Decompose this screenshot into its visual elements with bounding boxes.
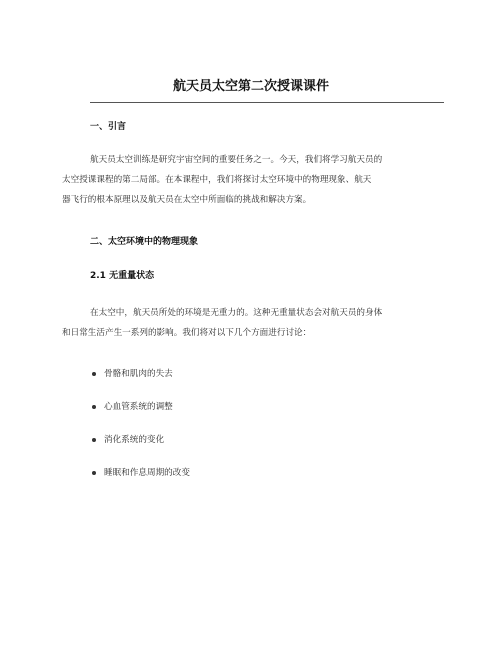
bullet-icon <box>92 405 96 409</box>
list-item-text: 消化系统的变化 <box>104 435 165 445</box>
bullet-icon <box>92 438 96 442</box>
list-item <box>90 465 190 481</box>
weightlessness-paragraph <box>62 303 442 343</box>
effects-bullet-list <box>90 366 190 498</box>
list-item <box>90 399 190 415</box>
list-item <box>90 432 190 448</box>
bullet-icon <box>92 372 96 376</box>
paragraph-line: 太空授课课程的第二局部。在本课程中，我们将探讨太空环境中的物理现象、航天 <box>62 175 372 185</box>
list-item-text: 睡眠和作息周期的改变 <box>104 468 190 478</box>
paragraph-line: 器飞行的根本原理以及航天员在太空中所面临的挑战和解决方案。 <box>62 195 312 205</box>
list-item-text: 心血管系统的调整 <box>104 402 173 412</box>
section-heading-introduction: 一、引言 <box>90 122 127 132</box>
introduction-paragraph <box>62 150 442 210</box>
subsection-heading-weightlessness: 2.1 无重量状态 <box>90 271 155 281</box>
list-item <box>90 366 190 382</box>
paragraph-line: 在太空中，航天员所处的环境是无重力的。这种无重量状态会对航天员的身体 <box>90 308 383 318</box>
document-title: 航天员太空第二次授课课件 <box>172 79 329 94</box>
bullet-icon <box>92 471 96 475</box>
section-heading-physics: 二、太空环境中的物理现象 <box>90 237 199 247</box>
title-divider <box>90 102 444 103</box>
paragraph-line: 和日常生活产生一系列的影响。我们将对以下几个方面进行讨论： <box>62 328 312 338</box>
paragraph-line: 航天员太空训练是研究宇宙空间的重要任务之一。今天，我们将学习航天员的 <box>90 155 383 165</box>
list-item-text: 骨骼和肌肉的失去 <box>104 369 173 379</box>
